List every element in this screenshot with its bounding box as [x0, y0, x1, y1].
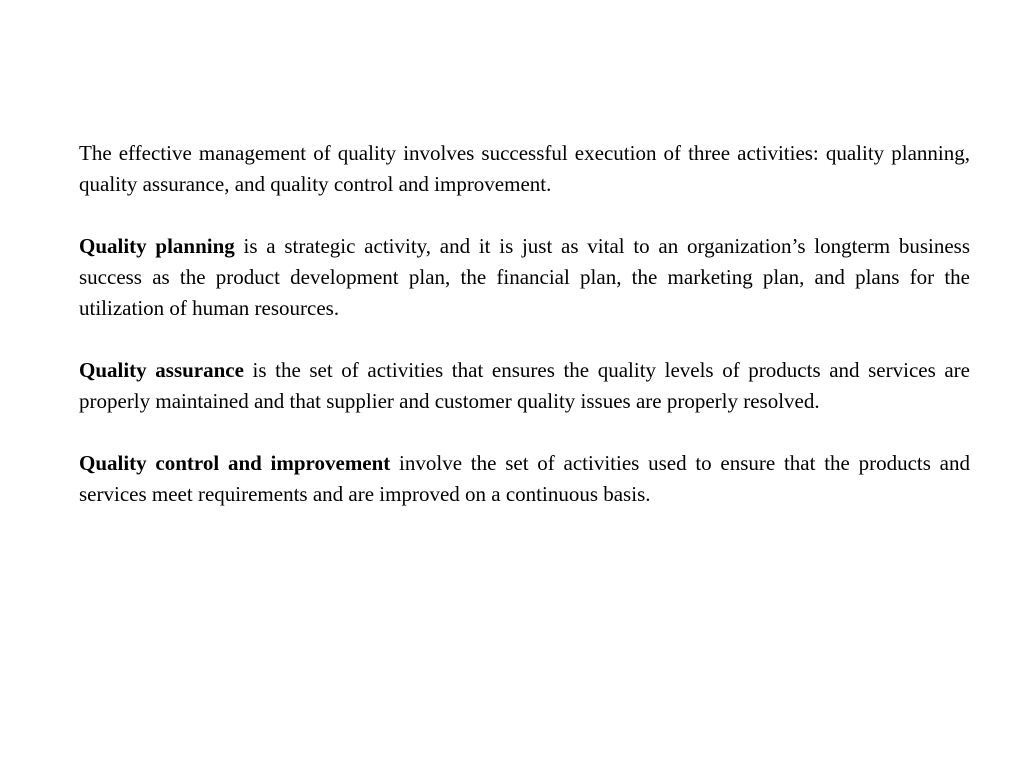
quality-assurance-text: is the set of activities that ensures the quality levels of products and services are properly maintained and that supplier and customer quality issues are properly resolved.: [79, 358, 970, 413]
quality-planning-text: is a strategic activity, and it is just as vital to an organization’s longterm business success as the product development plan, the financial plan, the marketing plan, and plans for the utilization of human resources.: [79, 234, 970, 320]
quality-assurance-paragraph: [79, 355, 970, 417]
intro-paragraph: [79, 138, 970, 200]
quality-control-text: involve the set of activities used to ensure that the products and services meet requirements and are improved on a continuous basis.: [79, 451, 970, 506]
quality-assurance-term: Quality assurance: [79, 358, 244, 382]
quality-control-term: Quality control and improvement: [79, 451, 391, 475]
slide-body: [79, 138, 970, 541]
quality-planning-term: Quality planning: [79, 234, 235, 258]
quality-planning-paragraph: [79, 231, 970, 324]
quality-control-paragraph: [79, 448, 970, 510]
intro-text: The effective management of quality involves successful execution of three activities: quality planning, quality assurance, and quality control and improvement.: [79, 141, 970, 196]
